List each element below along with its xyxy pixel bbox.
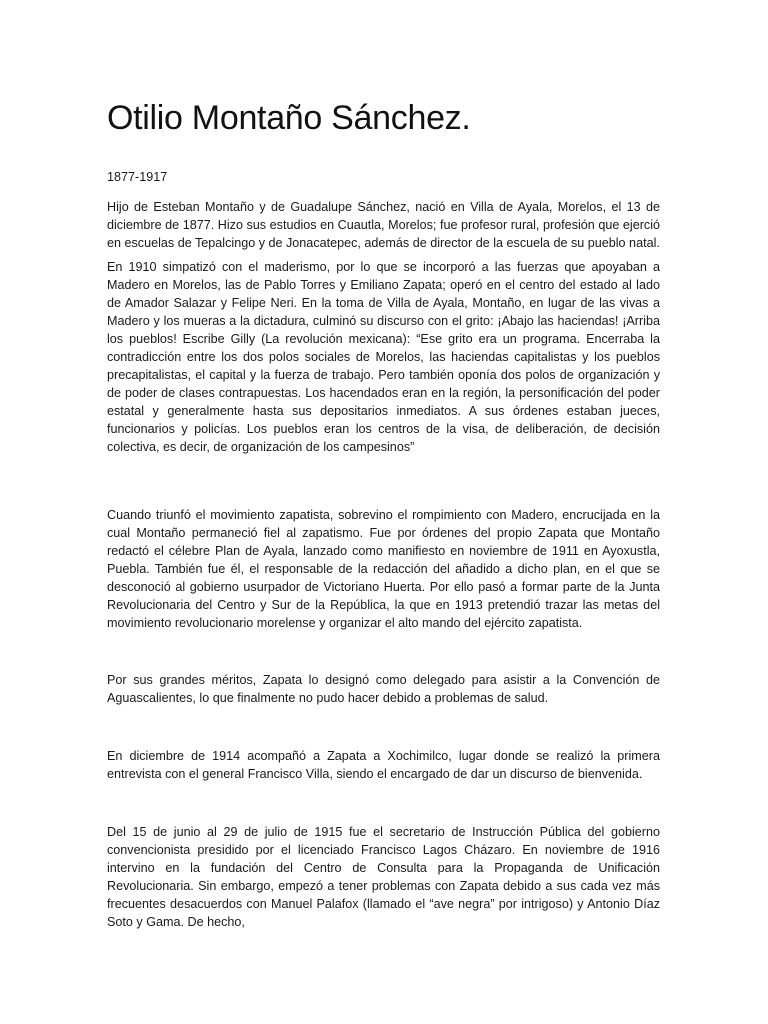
paragraph-xochimilco: En diciembre de 1914 acompañó a Zapata a Xochimilco, lugar donde se realizó la primera entrevista con el general Francisco Villa, siendo el encargado de dar un discurso de bienvenida. xyxy=(107,749,660,781)
paragraph-public-instruction: Del 15 de junio al 29 de julio de 1915 fue el secretario de Instrucción Pública del gobierno convencionista presidido por el licenciado Francisco Lagos Cházaro. En noviembre de 1916 intervino en la fundación del Centro de Consulta para la Propaganda de Unificación Revolucionaria. Sin embargo, empezó a tener problemas con Zapata debido a sus cada vez más frecuentes desacuerdos con Manuel Palafox (llamado el “ave negra” por intrigoso) y Antonio Díaz Soto y Gama. De hecho, xyxy=(107,825,660,929)
lifespan-dates: 1877-1917 xyxy=(107,170,168,184)
page-title: Otilio Montaño Sánchez. xyxy=(107,99,471,137)
paragraph-convention: Por sus grandes méritos, Zapata lo designó como delegado para asistir a la Convención de Aguascalientes, lo que finalmente no pudo hacer debido a problemas de salud. xyxy=(107,673,660,705)
paragraph-plan-de-ayala: Cuando triunfó el movimiento zapatista, sobrevino el rompimiento con Madero, encrucijada en la cual Montaño permaneció fiel al zapatismo. Fue por órdenes del propio Zapata que Montaño redactó el célebre Plan de Ayala, lanzado como manifiesto en noviembre de 1911 en Ayoxustla, Puebla. También fue él, el responsable de la redacción del añadido a dicho plan, en el que se desconoció al gobierno usurpador de Victoriano Huerta. Por ello pasó a formar parte de la Junta Revolucionaria del Centro y Sur de la República, la que en 1913 pretendió trazar las metas del movimiento revolucionario morelense y organizar el alto mando del ejército zapatista. xyxy=(107,508,660,630)
paragraph-origins: Hijo de Esteban Montaño y de Guadalupe Sánchez, nació en Villa de Ayala, Morelos, el 13 de diciembre de 1877. Hizo sus estudios en Cuautla, Morelos; fue profesor rural, profesión que ejerció en escuelas de Tepalcingo y de Jonacatepec, además de director de la escuela de su pueblo natal. xyxy=(107,200,660,250)
document-page xyxy=(107,96,660,931)
paragraph-maderismo: En 1910 simpatizó con el maderismo, por lo que se incorporó a las fuerzas que apoyaban a Madero en Morelos, las de Pablo Torres y Emiliano Zapata; operó en el centro del estado al lado de Amador Salazar y Felipe Neri. En la toma de Villa de Ayala, Montaño, en lugar de las vivas a Madero y los mueras a la dictadura, culminó su discurso con el grito: ¡Abajo las haciendas! ¡Arriba los pueblos! Escribe Gilly (La revolución mexicana): “Ese grito era un programa. Encerraba la contradicción entre los dos polos sociales de Morelos, las haciendas capitalistas y los pueblos precapitalistas, el capital y la fuerza de trabajo. Pero también oponía dos polos de organización y de poder de clases contrapuestas. Los hacendados eran en la región, la personificación del poder estatal y generalmente hasta sus depositarios inmediatos. A sus órdenes estaban jueces, funcionarios y policías. Los pueblos eran los centros de la visa, de deliberación, de decisión colectiva, es decir, de organización de los campesinos” xyxy=(107,260,660,454)
